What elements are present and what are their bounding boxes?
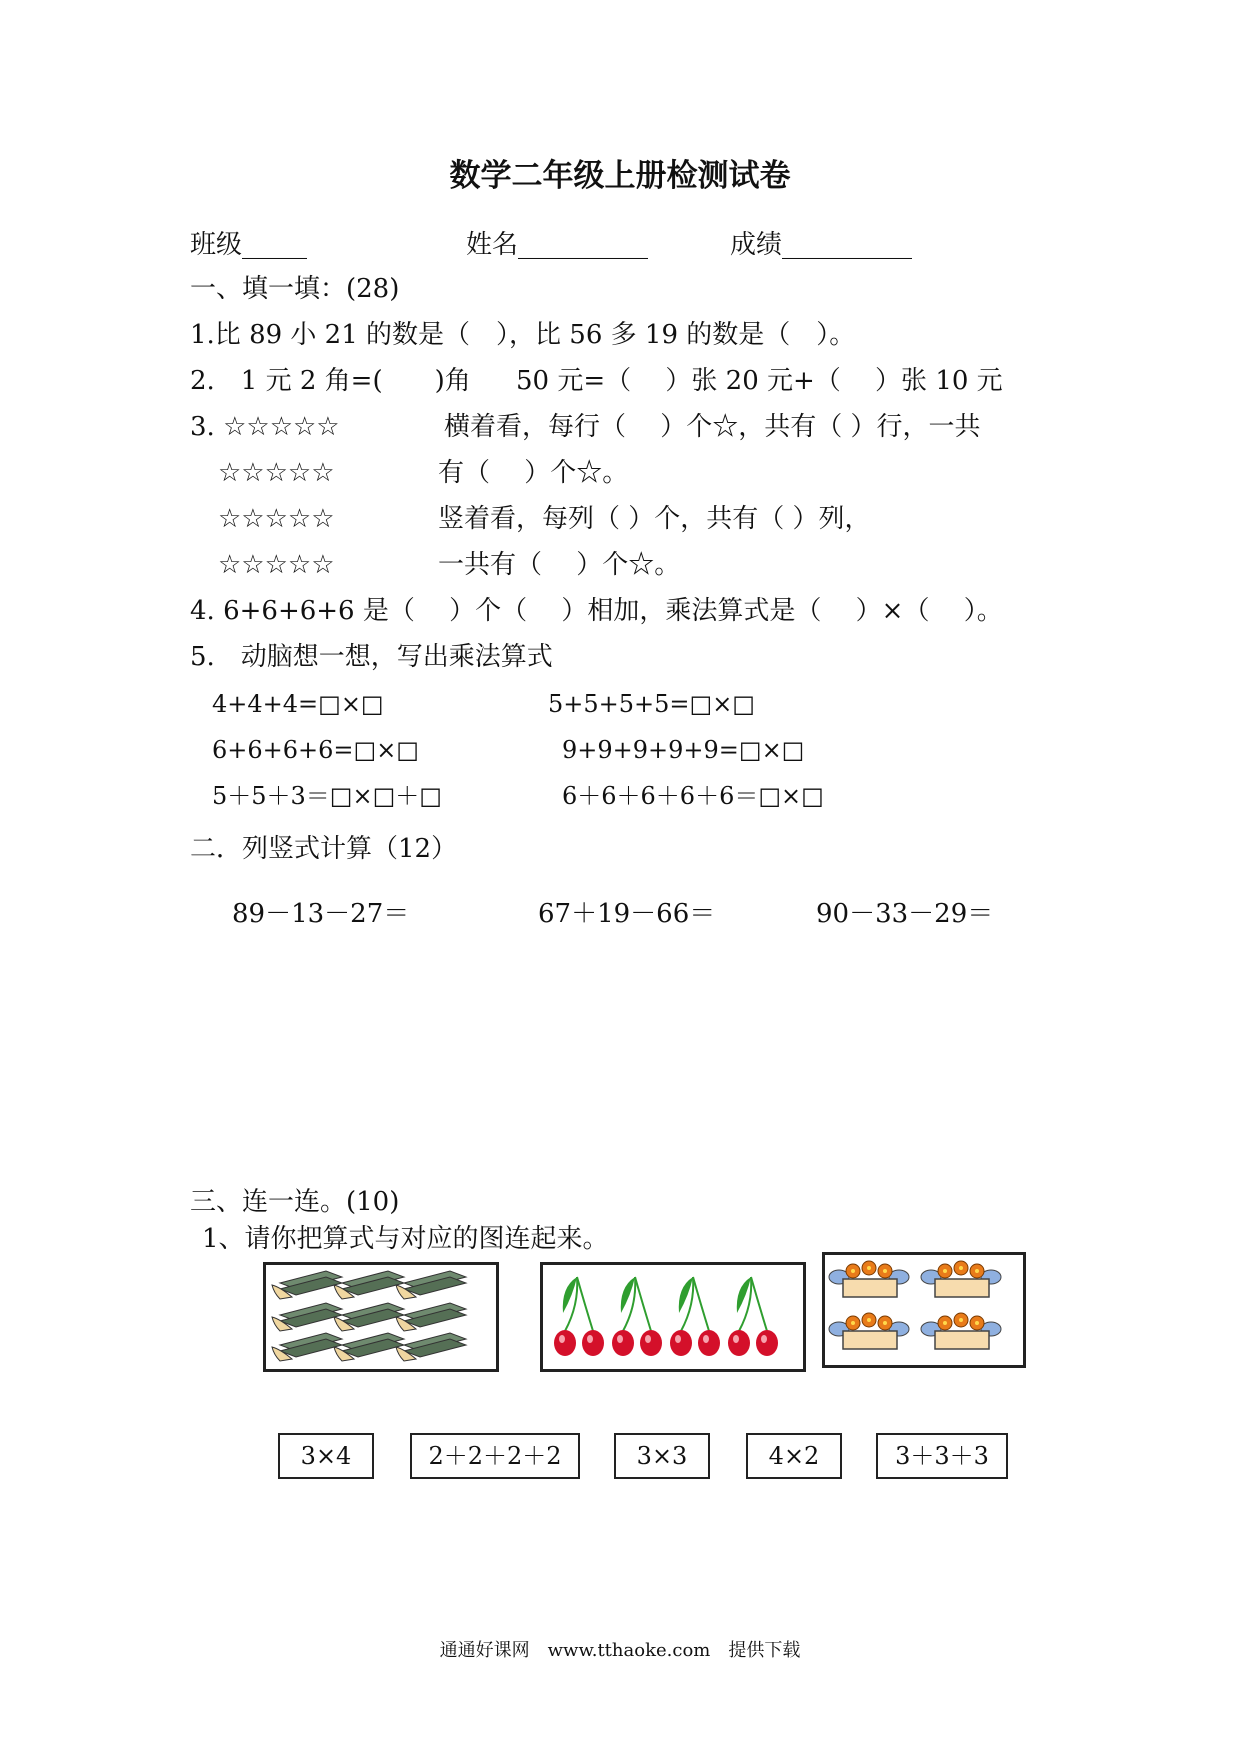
star-row-3: ☆☆☆☆☆ bbox=[218, 504, 335, 534]
answer-box-1: 3×4 bbox=[278, 1433, 374, 1479]
answer-box-4: 4×2 bbox=[746, 1433, 842, 1479]
q5-item-5: 5＋5＋3＝□×□＋□ bbox=[212, 782, 442, 810]
question-3-text-2: 有（ ）个☆。 bbox=[438, 458, 629, 488]
star-row-2: ☆☆☆☆☆ bbox=[218, 458, 335, 488]
answer-box-5: 3＋3＋3 bbox=[876, 1433, 1008, 1479]
footer-credit: 通通好课网 www.tthaoke.com 提供下载 bbox=[439, 1640, 801, 1661]
flower-baskets-icon bbox=[825, 1255, 1023, 1365]
calc-item-1: 89－13－27＝ bbox=[232, 899, 410, 929]
q5-item-3: 6+6+6+6=□×□ bbox=[212, 736, 419, 764]
q5-item-1: 4+4+4=□×□ bbox=[212, 690, 384, 718]
section2-heading: 二．列竖式计算（12） bbox=[190, 834, 458, 864]
question-5: 5. 动脑想一想，写出乘法算式 bbox=[190, 642, 553, 672]
flower-basket-picture bbox=[822, 1252, 1026, 1368]
star-row-4: ☆☆☆☆☆ bbox=[218, 550, 335, 580]
question-4: 4. 6+6+6+6 是（ ）个（ ）相加，乘法算式是（ ）×（ ）。 bbox=[190, 596, 1003, 626]
section1-heading: 一、填一填：(28) bbox=[190, 274, 400, 304]
calc-item-3: 90－33－29＝ bbox=[816, 899, 994, 929]
q5-item-2: 5+5+5+5=□×□ bbox=[548, 690, 755, 718]
q5-item-6: 6＋6＋6＋6＋6＝□×□ bbox=[562, 782, 824, 810]
q5-item-4: 9+9+9+9+9=□×□ bbox=[562, 736, 805, 764]
question-3-text-4: 一共有（ ）个☆。 bbox=[438, 550, 681, 580]
answer-box-3: 3×3 bbox=[614, 1433, 710, 1479]
question-3-text-3: 竖着看，每列（ ）个，共有（ ）列， bbox=[438, 504, 871, 534]
section3-heading: 三、连一连。(10) bbox=[190, 1187, 400, 1217]
name-field-label: 姓名__________ bbox=[466, 230, 649, 260]
cherries-icon bbox=[543, 1265, 803, 1369]
calc-item-2: 67＋19－66＝ bbox=[538, 899, 716, 929]
money-picture bbox=[263, 1262, 499, 1372]
page-title: 数学二年级上册检测试卷 bbox=[449, 158, 791, 194]
score-field-label: 成绩__________ bbox=[730, 230, 913, 260]
money-bundles-icon bbox=[266, 1265, 496, 1369]
cherry-picture bbox=[540, 1262, 806, 1372]
answer-box-2: 2＋2＋2＋2 bbox=[410, 1433, 580, 1479]
section3-instruction: 1、请你把算式与对应的图连起来。 bbox=[202, 1224, 609, 1254]
question-2a: 2. 1 元 2 角=( )角 bbox=[190, 366, 471, 396]
class-field-label: 班级_____ bbox=[190, 230, 308, 260]
star-row-1: 3. ☆☆☆☆☆ bbox=[190, 412, 340, 442]
question-3-text-1: 横着看，每行（ ）个☆，共有（ ）行，一共 bbox=[444, 412, 981, 442]
question-2b: 50 元=（ ）张 20 元+（ ）张 10 元 bbox=[516, 366, 1003, 396]
question-1: 1.比 89 小 21 的数是（ ），比 56 多 19 的数是（ ）。 bbox=[190, 320, 856, 350]
